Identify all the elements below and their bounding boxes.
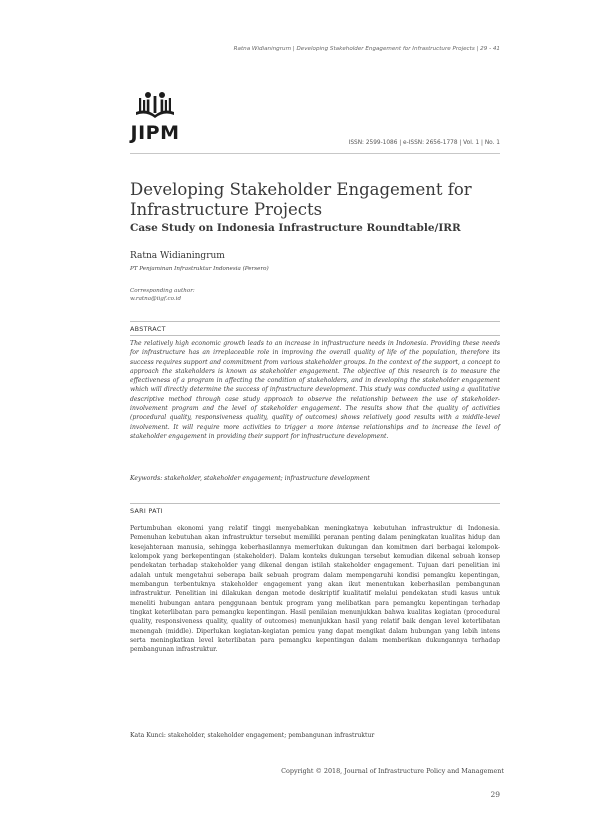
article-title: Developing Stakeholder Engagement for Infrastructure Projects [130,180,472,219]
article-subtitle: Case Study on Indonesia Infrastructure Roundtable/IRR [130,222,461,234]
sari-top-rule [130,503,500,504]
abstract-bottom-rule [130,335,500,336]
author-name: Ratna Widianingrum [130,251,225,261]
page-number: 29 [490,790,500,799]
sari-pati-keywords: Kata Kunci: stakeholder, stakeholder engagement; pembangunan infrastruktur [130,732,375,739]
corresponding-label: Corresponding author: [130,288,195,294]
corresponding-email: w.ratna@iigf.co.id [130,296,182,302]
abstract-keywords: Keywords: stakeholder, stakeholder engagement; infrastructure development [130,475,370,482]
abstract-top-rule [130,321,500,322]
sari-pati-heading: SARI PATI [130,507,163,515]
abstract-heading: ABSTRACT [130,325,166,333]
abstract-text: The relatively high economic growth leads to an increase in infrastructure needs in Indonesia. Providing these needs for infrastructure has an irreplaceable role in improving the overall quality of life of the population, therefore its success requires support and commitment from various stakeholder groups. In the context of the support, a concept to approach the stakeholders is known as stakeholder engagement. The objective of this research is to measure the effectiveness of a program in affecting the condition of stakeholders, and in developing the stakeholder engagement which will directly determine the success of infrastructure development. This study was conducted using a qualitative descriptive method through case study approach to observe the relationship between the use of stakeholder-involvement program and the level of stakeholder engagement. The results show that the quality of activities (procedural quality, responsiveness quality, quality of outcomes) shows relatively good results with a middle-level involvement. It will require more activities to trigger a more intense relationships and to increase the level of stakeholder engagement in providing their support for infrastructure development. [130,340,500,440]
author-affiliation: PT Penjaminan Infrastruktur Indonesia (Persero) [130,266,269,272]
book-figures-logo-icon [130,88,180,124]
journal-logo [130,88,180,146]
copyright-notice: Copyright © 2018, Journal of Infrastructure Policy and Management [281,767,504,775]
running-head: Ratna Widianingrum | Developing Stakeholder Engagement for Infrastructure Projects | 29 - 41 [233,46,500,52]
issn-line: ISSN: 2599-1086 | e-ISSN: 2656-1778 | Vol. 1 | No. 1 [348,140,500,146]
corresponding-author [130,287,195,303]
sari-pati-text: Pertumbuhan ekonomi yang relatif tinggi menyebabkan meningkatnya kebutuhan infrastruktur di Indonesia. Pemenuhan kebutuhan akan infrastruktur tersebut memiliki peranan penting dalam peningkatan kualitas hidup dan kesejahteraan manusia, sehingga keberhasilannya memerlukan dukungan dan komitmen dari berbagai kelompok-kelompok yang berkepentingan (stakeholder). Dalam konteks dukungan tersebut kemudian dikenal sebuah konsep pendekatan terhadap stakeholder yang dikenal dengan istilah stakeholder engagement. Tujuan dari penelitian ini adalah untuk mengetahui seberapa baik sebuah program dalam mempengaruhi kondisi pemangku kepentingan, membangun terbentuknya stakeholder engagement yang akan ikut menentukan keberhasilan pembangunan infrastruktur. Penelitian ini dilakukan dengan metode deskriptif kualitatif melalui pendekatan studi kasus untuk meneliti hubungan antara penggunaan bentuk program yang melibatkan para pemangku kepentingan terhadap tingkat keterlibatan para pemangku kepentingan. Hasil penilaian menunjukkan bahwa kualitas kegiatan (procedural quality, responsiveness quality, quality of outcomes) menunjukkan hasil yang relatif baik dengan level keterlibatan menengah (middle). Diperlukan kegiatan-kegiatan pemicu yang dapat mengikat dalam hubungan yang lebih intens serta meningkatkan level keterlibatan para pemangku kepentingan dalam memberikan dukungannya terhadap pembangunan infrastruktur. [130,525,500,654]
header-divider [130,153,500,154]
journal-logo-text: JIPM [130,122,180,144]
